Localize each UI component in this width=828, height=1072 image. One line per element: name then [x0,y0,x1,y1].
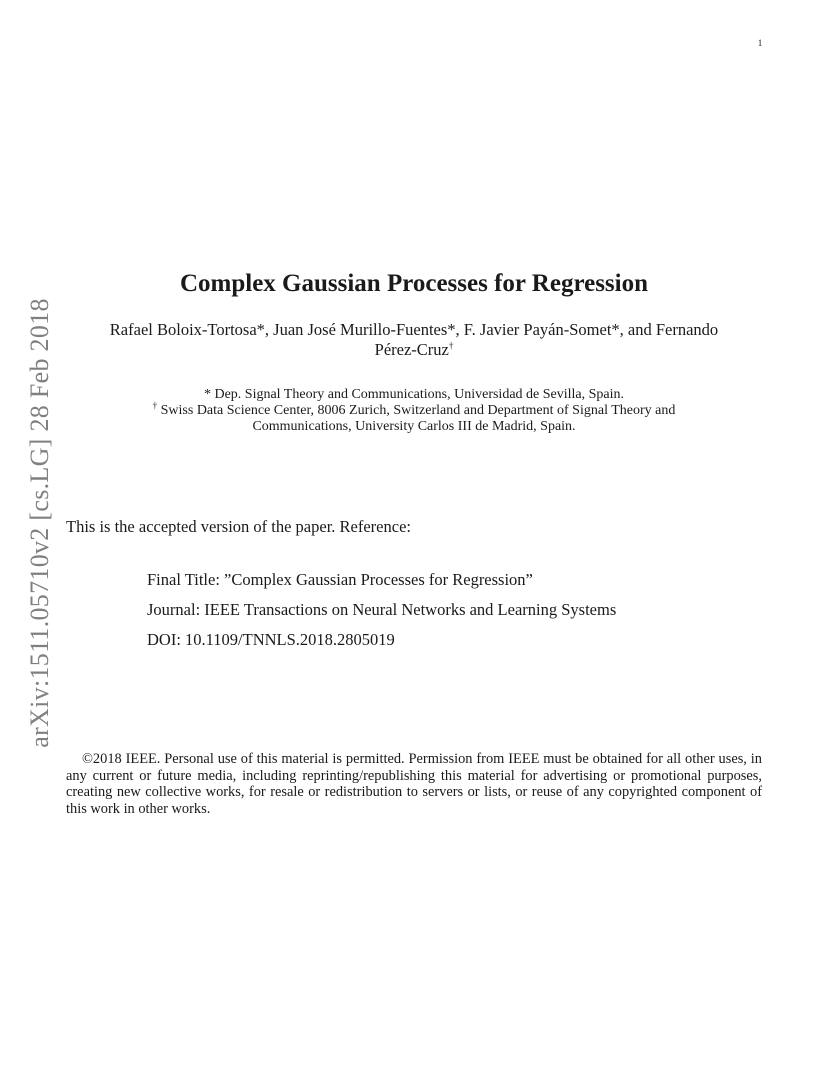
arxiv-stamp-text: arXiv:1511.05710v2 [cs.LG] 28 Feb 2018 [25,298,54,748]
author-list [60,320,768,360]
paper-title: Complex Gaussian Processes for Regression [179,270,649,297]
authors-line-1: Rafael Boloix-Tortosa*, Juan José Murillo-Fuentes*, F. Javier Payán-Somet*, and Fernando [109,320,719,339]
affiliation-line-2-text: Swiss Data Science Center, 8006 Zurich, Switzerland and Department of Signal Theory and [157,403,676,418]
page-number: 1 [757,38,763,48]
affiliations [80,387,748,435]
affiliation-line-1: * Dep. Signal Theory and Communications, Universidad de Sevilla, Spain. [203,387,625,402]
authors-line-2 [60,340,768,360]
intro-text: This is the accepted version of the paper. Reference: [66,517,411,536]
reference-final-title: Final Title: ”Complex Gaussian Processes for Regression” [147,570,533,589]
reference-journal: Journal: IEEE Transactions on Neural Networks and Learning Systems [147,600,617,619]
author-last-name: Pérez-Cruz [374,340,449,359]
dagger-mark: † [448,340,454,351]
reference-doi: DOI: 10.1109/TNNLS.2018.2805019 [147,630,395,649]
arxiv-stamp [20,288,60,758]
affiliation-line-2 [80,400,748,419]
copyright-notice: ©2018 IEEE. Personal use of this material is permitted. Permission from IEEE must be obtained for all other uses, in any current or future media, including reprinting/republishing this material for advertising or promotional purposes, creating new collective works, for resale or redistribution to servers or lists, or reuse of any copyrighted component of this work in other works. [66,751,762,817]
dagger-mark: † [152,400,158,411]
affiliation-line-3: Communications, University Carlos III de Madrid, Spain. [252,419,576,434]
